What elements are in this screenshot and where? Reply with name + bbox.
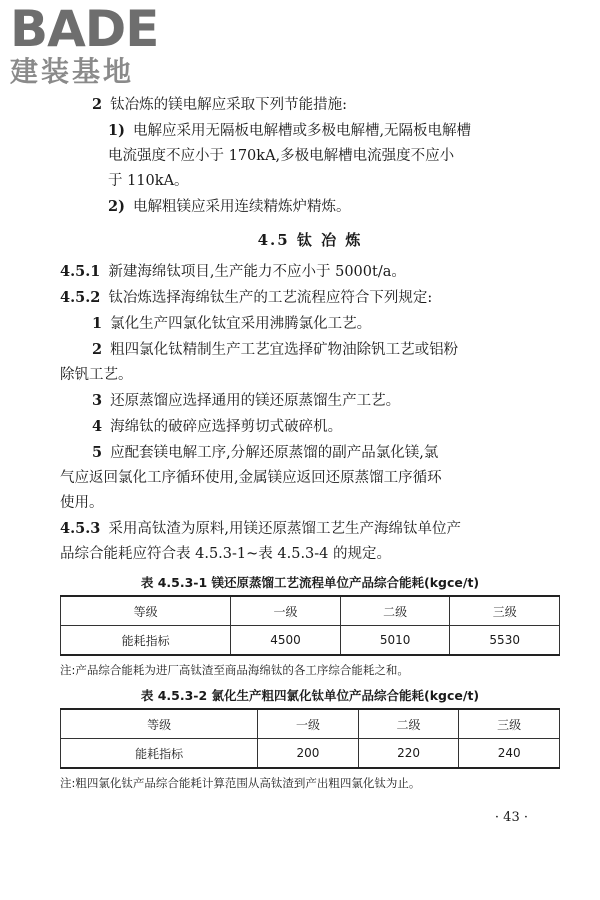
subitem-1: 1) 电解应采用无隔板电解槽或多极电解槽,无隔板电解槽 <box>108 122 472 139</box>
item-5-cont-2: 使用。 <box>60 495 104 511</box>
item-4: 4 海绵钛的破碎应选择剪切式破碎机。 <box>92 418 343 435</box>
clause-4-5-2: 4.5.2 钛冶炼选择海绵钛生产的工艺流程应符合下列规定: <box>60 289 433 306</box>
site-logo <box>10 0 180 90</box>
table-1-note: 注:产品综合能耗为进厂高钛渣至商品海绵钛的各工序综合能耗之和。 <box>60 663 409 677</box>
table-cell: 220 <box>358 739 459 769</box>
item-1: 1 氯化生产四氯化钛宜采用沸腾氯化工艺。 <box>92 315 372 332</box>
table-row <box>61 709 560 739</box>
subitem-2: 2) 电解粗镁应采用连续精炼炉精炼。 <box>108 198 351 215</box>
subitem-1-cont-2: 于 110kA。 <box>108 173 189 189</box>
logo-subtitle: 建装基地 <box>10 55 135 88</box>
table-cell: 5530 <box>450 626 560 656</box>
table-cell: 4500 <box>231 626 341 656</box>
item-2-cont: 除钒工艺。 <box>60 367 133 383</box>
table-cell: 二级 <box>358 709 459 739</box>
table-cell: 5010 <box>340 626 450 656</box>
table-cell: 等级 <box>61 709 258 739</box>
subitem-1-cont-1: 电流强度不应小于 170kA,多极电解槽电流强度不应小 <box>108 148 455 164</box>
table-row <box>61 739 560 769</box>
table-1 <box>60 595 560 656</box>
logo-wordmark: BADE <box>10 0 159 58</box>
table-cell: 三级 <box>450 596 560 626</box>
table-cell: 能耗指标 <box>61 739 258 769</box>
section-title: 4.5 钛 冶 炼 <box>257 231 363 249</box>
table-cell: 能耗指标 <box>61 626 231 656</box>
table-cell: 一级 <box>231 596 341 626</box>
clause-4-5-3: 4.5.3 采用高钛渣为原料,用镁还原蒸馏工艺生产海绵钛单位产 <box>60 520 461 537</box>
table-cell: 240 <box>459 739 560 769</box>
table-row <box>61 596 560 626</box>
table-2 <box>60 708 560 769</box>
table-cell: 二级 <box>340 596 450 626</box>
item-2: 2 粗四氯化钛精制生产工艺宜选择矿物油除钒工艺或铝粉 <box>92 341 459 358</box>
table-2-note: 注:粗四氯化钛产品综合能耗计算范围从高钛渣到产出粗四氯化钛为止。 <box>60 776 421 790</box>
table-cell: 一级 <box>258 709 359 739</box>
item-3: 3 还原蒸馏应选择通用的镁还原蒸馏生产工艺。 <box>92 392 401 409</box>
clause-item-2: 2 钛冶炼的镁电解应采取下列节能措施: <box>92 96 347 113</box>
item-5-cont-1: 气应返回氯化工序循环使用,金属镁应返回还原蒸馏工序循环 <box>60 470 442 486</box>
clause-4-5-1: 4.5.1 新建海绵钛项目,生产能力不应小于 5000t/a。 <box>60 263 406 280</box>
page-body <box>60 92 560 795</box>
item-5: 5 应配套镁电解工序,分解还原蒸馏的副产品氯化镁,氯 <box>92 444 439 461</box>
table-cell: 等级 <box>61 596 231 626</box>
page-number: · 43 · <box>494 810 528 825</box>
table-cell: 200 <box>258 739 359 769</box>
table-2-caption: 表 4.5.3-2 氯化生产粗四氯化钛单位产品综合能耗(kgce/t) <box>140 688 480 703</box>
table-cell: 三级 <box>459 709 560 739</box>
table-1-caption: 表 4.5.3-1 镁还原蒸馏工艺流程单位产品综合能耗(kgce/t) <box>140 575 480 590</box>
clause-4-5-3-cont: 品综合能耗应符合表 4.5.3-1~表 4.5.3-4 的规定。 <box>60 546 392 562</box>
table-row <box>61 626 560 656</box>
